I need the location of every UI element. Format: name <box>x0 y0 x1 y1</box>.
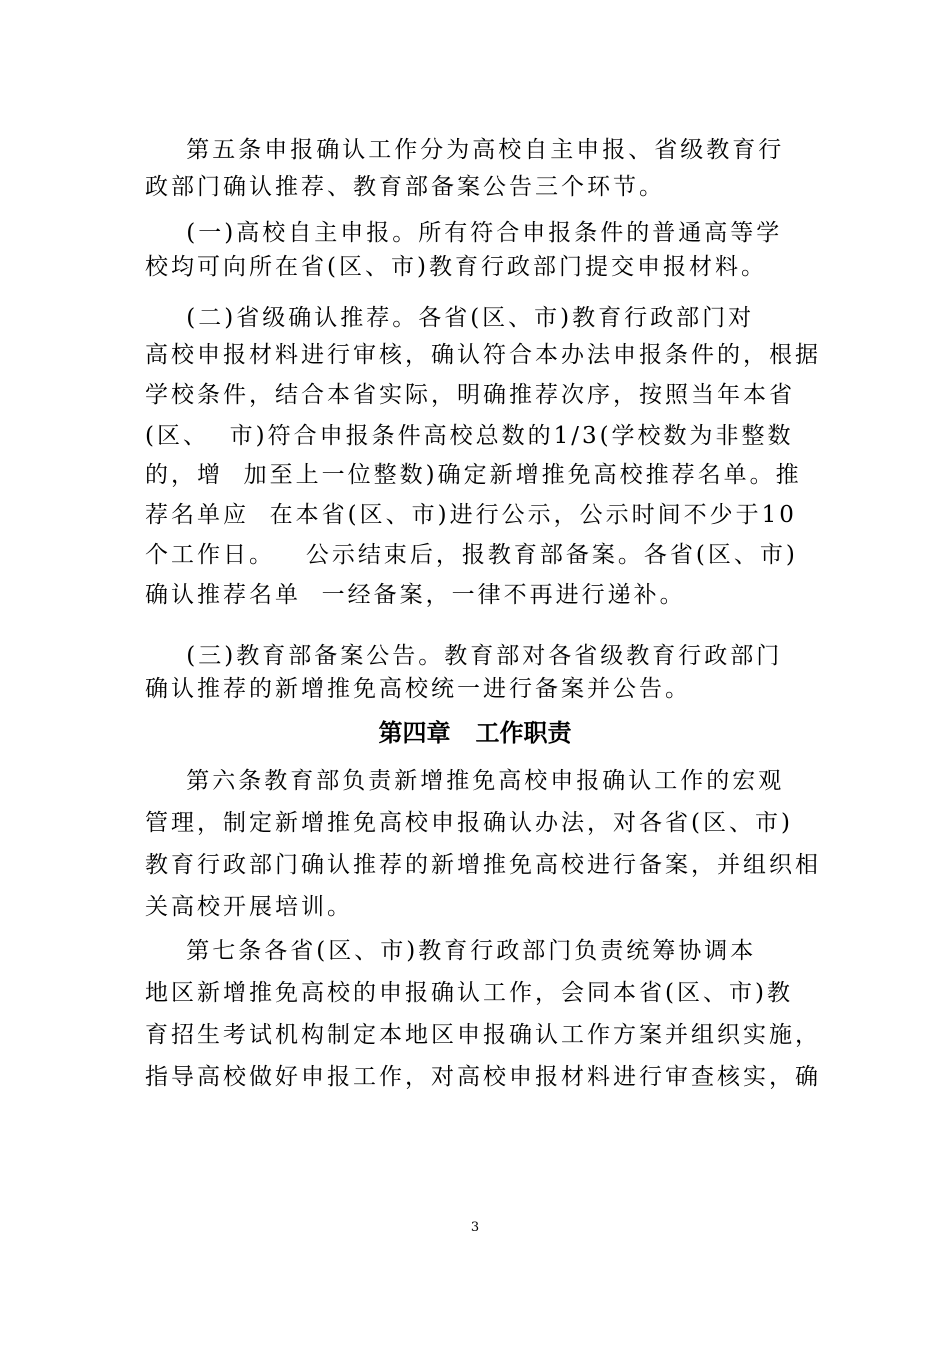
page-number: 3 <box>470 1220 480 1235</box>
item3-line-2: 确认推荐的新增推免高校统一进行备案并公告。 <box>145 676 691 702</box>
item2-line-2: 高校申报材料进行审核，确认符合本办法申报条件的，根据 <box>145 342 821 368</box>
article6-line-3: 教育行政部门确认推荐的新增推免高校进行备案，并组织相 <box>145 852 821 878</box>
article6-line-2: 管理，制定新增推免高校申报确认办法，对各省(区、市) <box>145 810 793 836</box>
chapter-heading: 第四章 工作职责 <box>378 719 572 747</box>
article6-line-1: 第六条教育部负责新增推免高校申报确认工作的宏观 <box>145 768 785 794</box>
item2-line-4: (区、 市)符合申报条件高校总数的1/3(学校数为非整数 <box>145 423 794 449</box>
item2-line-8: 确认推荐名单 一经备案，一律不再进行递补。 <box>145 582 686 608</box>
item1-line-2: 校均可向所在省(区、市)教育行政部门提交申报材料。 <box>145 254 767 280</box>
article5-line-2: 政部门确认推荐、教育部备案公告三个环节。 <box>145 174 665 200</box>
item3-line-1: (三)教育部备案公告。教育部对各省级教育行政部门 <box>145 643 783 669</box>
item2-line-7: 个工作日。 公示结束后，报教育部备案。各省(区、市) <box>145 542 798 568</box>
article7-line-4: 指导高校做好申报工作，对高校申报材料进行审查核实，确 <box>145 1064 821 1090</box>
item2-line-1: (二)省级确认推荐。各省(区、市)教育行政部门对 <box>145 305 755 331</box>
item1-line-1: (一)高校自主申报。所有符合申报条件的普通高等学 <box>145 220 783 246</box>
article7-line-1: 第七条各省(区、市)教育行政部门负责统筹协调本 <box>145 938 757 964</box>
article7-line-2: 地区新增推免高校的申报确认工作，会同本省(区、市)教 <box>145 980 793 1006</box>
article7-line-3: 育招生考试机构制定本地区申报确认工作方案并组织实施， <box>145 1022 821 1048</box>
item2-line-5: 的，增 加至上一位整数)确定新增推免高校推荐名单。推 <box>145 462 802 488</box>
article6-line-4: 关高校开展培训。 <box>145 894 353 920</box>
item2-line-6: 荐名单应 在本省(区、市)进行公示，公示时间不少于10 <box>145 502 797 528</box>
article5-line-1: 第五条申报确认工作分为高校自主申报、省级教育行 <box>145 137 785 163</box>
item2-line-3: 学校条件，结合本省实际，明确推荐次序，按照当年本省 <box>145 382 795 408</box>
